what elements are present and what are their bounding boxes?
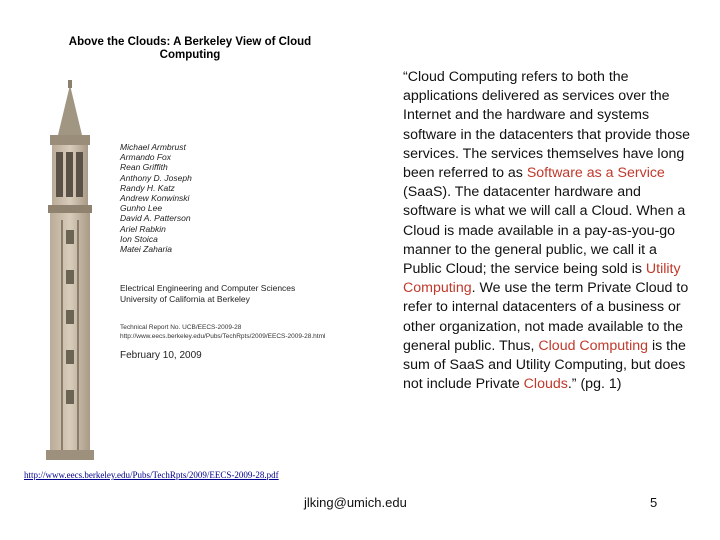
report-cover-image (20, 30, 372, 460)
author: Andrew Konwinski (120, 193, 190, 204)
tech-report-url: http://www.eecs.berkeley.edu/Pubs/TechRpts/2009/EECS-2009-28.html (120, 332, 326, 340)
highlight-cloud-computing: Cloud Computing (538, 337, 649, 354)
report-date: February 10, 2009 (120, 350, 202, 361)
quote-text: .” (pg. 1) (567, 376, 622, 393)
author: Ion Stoica (120, 233, 158, 244)
quote-text: . We use the term Private Cloud to refer to internal datacenters of a business or other organization, not made available to the general public. Thus, (403, 280, 689, 354)
highlight-saas: Software as a Service (526, 165, 665, 182)
author: Armando Fox (120, 152, 172, 163)
author-list (120, 142, 192, 254)
campanile-tower-illustration (20, 30, 120, 460)
footer-email: jlking@umich.edu (304, 495, 407, 510)
author: Randy H. Katz (120, 182, 175, 193)
quote-text: (SaaS). The datacenter hardware and software is what we will call a Cloud. When a Cloud is made available in a pay-as-you-go manner to the general public, we call it a Public Cloud; the service being sold is (403, 184, 686, 278)
definition-quote (403, 68, 695, 394)
tech-report-number: Technical Report No. UCB/EECS-2009-28 (120, 324, 242, 331)
affiliation (120, 283, 295, 304)
highlight-clouds: Clouds (523, 376, 568, 393)
author: Ariel Rabkin (120, 223, 166, 234)
quote-text: “Cloud Computing refers to both the applications delivered as services over the Internet and the hardware and systems software in the datacenters that provide those services. The services themselves have long been referred to as (403, 69, 691, 182)
source-pdf-link[interactable]: http://www.eecs.berkeley.edu/Pubs/TechRpts/2009/EECS-2009-28.pdf (24, 470, 279, 480)
author: Gunho Lee (120, 203, 163, 214)
department: Electrical Engineering and Computer Sciences (120, 283, 296, 293)
author: Anthony D. Joseph (120, 172, 192, 183)
report-title: Above the Clouds: A Berkeley View of Cloud Computing (68, 36, 312, 61)
author: David A. Patterson (120, 213, 191, 224)
author: Rean Griffith (120, 162, 168, 173)
tech-report-info (120, 324, 325, 341)
page-number: 5 (650, 495, 658, 510)
highlight-utility-computing: Utility Computing (403, 261, 681, 297)
author: Michael Armbrust (120, 142, 186, 152)
author: Matei Zaharia (120, 244, 172, 255)
quote-text: is the sum of SaaS and Utility Computing, but does not include Private (403, 337, 686, 393)
university: University of California at Berkeley (120, 293, 250, 304)
